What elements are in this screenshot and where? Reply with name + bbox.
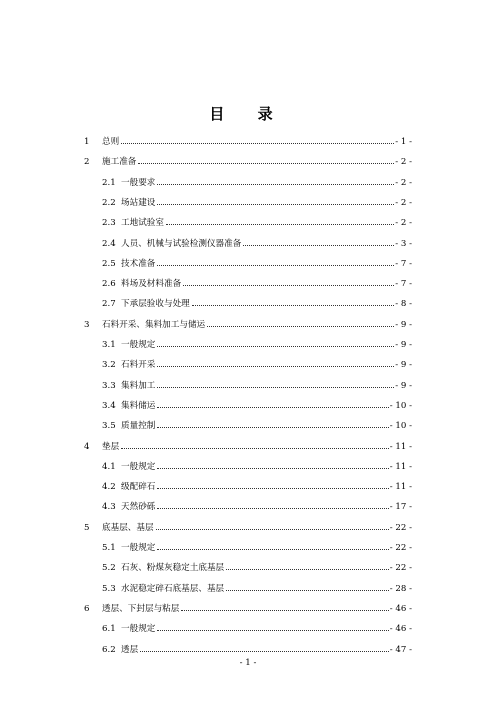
toc-leader-dots [138,162,394,164]
toc-entry-label: 一般要求 [121,177,156,188]
toc-entry-label: 集料储运 [121,400,156,411]
toc-leader-dots [157,365,394,367]
toc-entry-page: - 22 - [389,563,412,574]
toc-entry[interactable] [102,584,412,595]
toc-entry[interactable] [102,462,412,473]
toc-entry-number: 5 [84,522,90,533]
toc-leader-dots [140,650,389,652]
toc-entry[interactable] [84,137,412,148]
toc-entry[interactable] [84,320,412,331]
toc-entry-label: 总则 [102,137,120,147]
page-title: 目 录 [209,105,287,123]
toc-entry[interactable] [84,157,412,168]
toc-entry[interactable] [102,259,412,270]
toc-leader-dots [181,609,388,611]
toc-entry-number: 3.5 [102,421,116,432]
toc-leader-dots [157,467,388,469]
toc-entry-label: 石灰、粉煤灰稳定土底基层 [121,563,225,574]
toc-leader-dots [157,507,388,509]
toc-entry-label: 一般规定 [121,461,156,472]
toc-leader-dots [157,406,388,408]
toc-entry-page: - 8 - [395,299,412,310]
toc-entry-number: 2.7 [102,299,116,310]
toc-entry[interactable] [84,604,412,615]
toc-entry-number: 4 [84,441,90,452]
toc-entry-label: 级配碎石 [121,482,156,493]
toc-entry[interactable] [102,645,412,656]
toc-entry-label: 工地试验室 [121,218,164,229]
toc-leader-dots [157,548,388,550]
toc-leader-dots [243,244,394,246]
toc-leader-dots [157,345,394,347]
toc-entry-number: 2.5 [102,258,116,269]
toc-leader-dots [207,325,394,327]
toc-entry-label: 石料开采 [121,360,156,371]
toc-entry-page: - 7 - [395,279,412,290]
toc-entry-label: 场站建设 [121,197,156,208]
toc-entry[interactable] [102,299,412,310]
toc-leader-dots [157,386,394,388]
toc-leader-dots [121,142,394,144]
toc-entry-page: - 7 - [395,258,412,269]
toc-entry-label: 底基层、基层 [102,522,154,533]
toc-entry-number: 5.2 [102,563,116,574]
toc-entry[interactable] [102,401,412,412]
toc-entry-label: 一般规定 [121,340,156,350]
toc-entry-page: - 46 - [389,624,412,635]
toc-entry-number: 4.1 [102,461,116,472]
toc-entry-number: 3.3 [102,380,116,391]
toc-entry-page: - 9 - [395,360,412,371]
toc-entry-page: - 11 - [389,461,412,472]
toc-entry-label: 透层、下封层与粘层 [102,603,180,614]
toc-entry-label: 质量控制 [121,421,156,432]
toc-entry[interactable] [84,442,412,453]
toc-entry-page: - 2 - [395,218,412,229]
toc-leader-dots [157,426,388,428]
toc-entry-number: 6 [84,603,90,614]
toc-entry-page: - 11 - [389,482,412,493]
toc-entry-page: - 9 - [395,380,412,391]
toc-entry-label: 料场及材料准备 [121,279,182,290]
toc-entry-page: - 10 - [389,421,412,432]
toc-entry[interactable] [102,178,412,189]
toc-entry-page: - 10 - [389,400,412,411]
page-number: - 1 - [239,658,257,668]
toc-entry[interactable] [102,381,412,392]
toc-entry-label: 水泥稳定碎石底基层、基层 [121,583,225,594]
toc-entry[interactable] [102,502,412,513]
toc-entry-number: 6.2 [102,644,116,655]
toc-leader-dots [157,487,388,489]
toc-entry[interactable] [102,624,412,635]
toc-entry-number: 5.3 [102,583,116,594]
toc-entry-number: 3 [84,319,90,330]
toc-entry-number: 3.4 [102,400,116,411]
toc-entry[interactable] [102,340,412,351]
toc-entry-label: 透层 [121,644,139,655]
toc-entry-label: 垫层 [102,441,120,452]
toc-entry-number: 3.1 [102,340,116,350]
toc-entry-label: 技术准备 [121,258,156,269]
toc-entry-number: 2.4 [102,238,116,249]
toc-leader-dots [226,589,389,591]
toc-entry-label: 石料开采、集料加工与储运 [102,319,206,330]
toc-entry-label: 人员、机械与试验检测仪器准备 [121,238,242,249]
toc-leader-dots [157,203,394,205]
toc-leader-dots [192,304,394,306]
toc-entry-number: 5.1 [102,543,116,553]
toc-entry-page: - 47 - [389,644,412,655]
toc-entry[interactable] [102,360,412,371]
toc-entry-number: 2 [84,157,90,168]
toc-entry-number: 4.3 [102,502,116,513]
toc-entry-number: 2.2 [102,197,116,208]
toc-entry-page: - 2 - [395,177,412,188]
toc-leader-dots [183,284,394,286]
toc-entry[interactable] [102,279,412,290]
toc-entry-number: 2.6 [102,279,116,290]
toc-entry-page: - 9 - [395,340,412,350]
toc-leader-dots [166,223,394,225]
toc-entry-number: 4.2 [102,482,116,493]
toc-entry-page: - 2 - [395,197,412,208]
toc-entry-page: - 28 - [389,583,412,594]
toc-leader-dots [157,264,394,266]
toc-entry-page: - 22 - [389,543,412,553]
toc-entry-page: - 22 - [389,522,412,533]
toc-entry-number: 3.2 [102,360,116,371]
toc-entry-label: 一般规定 [121,543,156,553]
toc-entry-page: - 1 - [395,137,412,147]
toc-entry-number: 2.3 [102,218,116,229]
toc-entry-label: 天然砂砾 [121,502,156,513]
toc-entry-number: 6.1 [102,624,116,635]
toc-entry-label: 下承层验收与处理 [121,299,190,310]
toc-leader-dots [226,568,389,570]
toc-entry-page: - 46 - [389,603,412,614]
toc-entry-label: 集料加工 [121,380,156,391]
toc-entry[interactable] [84,523,412,534]
toc-entry-page: - 2 - [395,157,412,168]
toc-entry-page: - 3 - [395,238,412,249]
toc-entry[interactable] [102,198,412,209]
toc-entry-page: - 17 - [389,502,412,513]
toc-leader-dots [157,183,394,185]
toc-entry-number: 1 [84,137,90,147]
toc-entry[interactable] [102,218,412,229]
toc-leader-dots [156,528,389,530]
toc-entry-label: 一般规定 [121,624,156,635]
toc-entry[interactable] [102,421,412,432]
toc-leader-dots [157,629,388,631]
toc-entry-page: - 11 - [389,441,412,452]
toc-entry[interactable] [102,563,412,574]
toc-entry[interactable] [102,239,412,250]
toc-entry-number: 2.1 [102,177,116,188]
toc-entry[interactable] [102,482,412,493]
toc-leader-dots [121,447,389,449]
toc-entry-label: 施工准备 [102,157,137,168]
toc-entry-page: - 9 - [395,319,412,330]
toc-entry[interactable] [102,543,412,554]
